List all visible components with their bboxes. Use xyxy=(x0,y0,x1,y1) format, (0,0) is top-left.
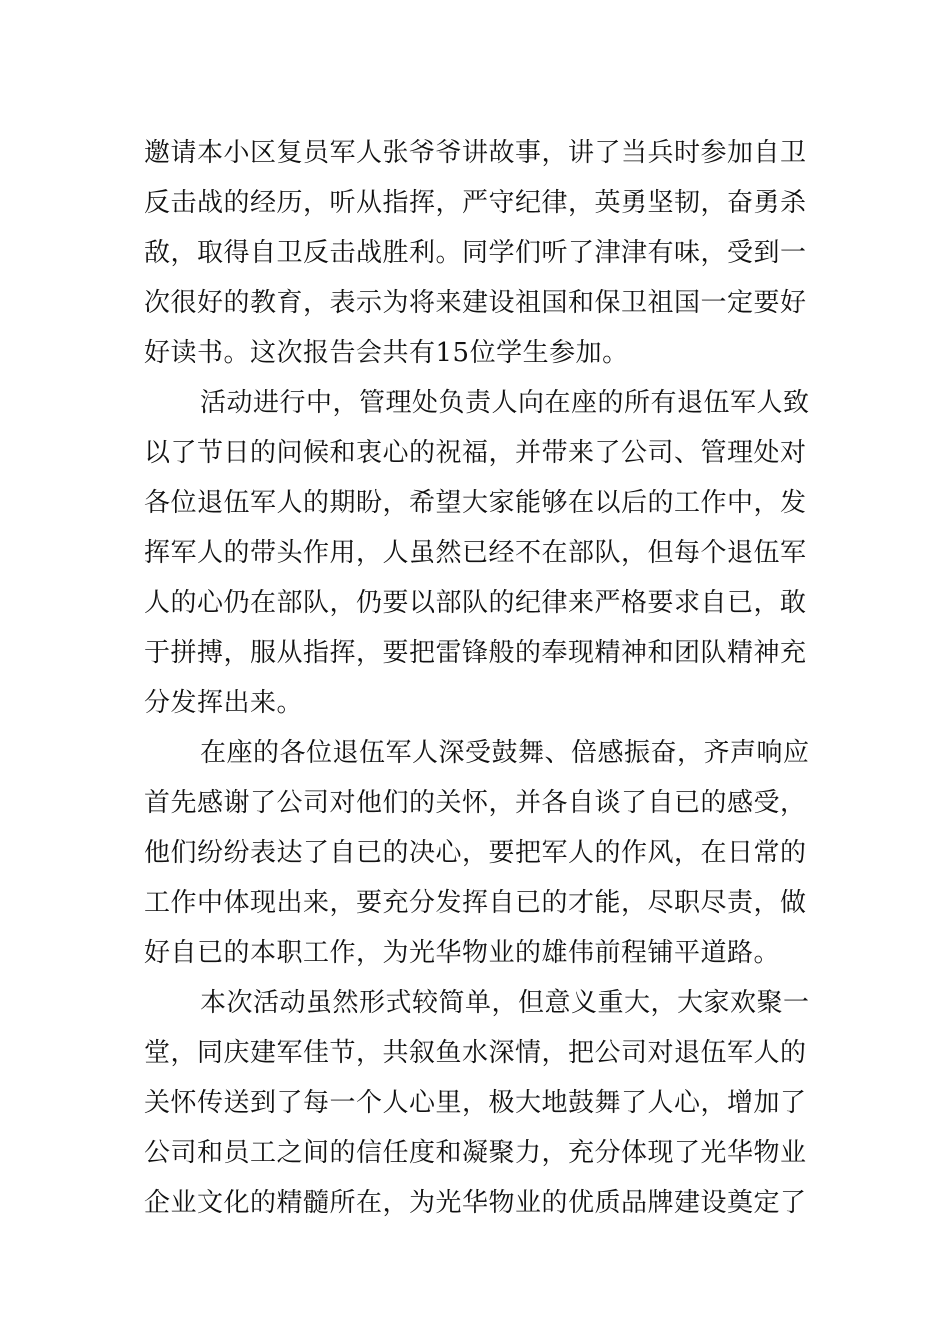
paragraph-2-line-7: 分发挥出来。 xyxy=(144,688,304,718)
paragraph-2-line-4: 挥军人的带头作用，人虽然已经不在部队，但每个退伍军 xyxy=(144,538,807,568)
paragraph-2-line-5: 人的心仍在部队，仍要以部队的纪律来严格要求自已，敢 xyxy=(144,588,807,618)
paragraph-4-line-1: 本次活动虽然形式较简单，但意义重大，大家欢聚一 xyxy=(200,988,810,1018)
paragraph-2-line-3: 各位退伍军人的期盼，希望大家能够在以后的工作中，发 xyxy=(144,488,807,518)
paragraph-4-line-5: 企业文化的精髓所在，为光华物业的优质品牌建设奠定了 xyxy=(144,1188,807,1218)
paragraph-2-line-2: 以了节日的问候和衷心的祝福，并带来了公司、管理处对 xyxy=(144,438,807,468)
paragraph-2-line-6: 于拼搏，服从指挥，要把雷锋般的奉现精神和团队精神充 xyxy=(144,638,807,668)
paragraph-1-line-5: 好读书。这次报告会共有15位学生参加。 xyxy=(144,338,629,368)
paragraph-4-line-3: 关怀传送到了每一个人心里，极大地鼓舞了人心，增加了 xyxy=(144,1088,807,1118)
paragraph-3-line-3: 他们纷纷表达了自已的决心，要把军人的作风，在日常的 xyxy=(144,838,807,868)
paragraph-1-line-3: 敌，取得自卫反击战胜利。同学们听了津津有味，受到一 xyxy=(144,238,807,268)
paragraph-1-line-4: 次很好的教育，表示为将来建设祖国和保卫祖国一定要好 xyxy=(144,288,807,318)
paragraph-3-line-2: 首先感谢了公司对他们的关怀，并各自谈了自已的感受， xyxy=(144,788,807,818)
paragraph-3-line-5: 好自已的本职工作，为光华物业的雄伟前程铺平道路。 xyxy=(144,938,781,968)
paragraph-3-line-4: 工作中体现出来，要充分发挥自已的才能，尽职尽责，做 xyxy=(144,888,807,918)
paragraph-1-line-1: 邀请本小区复员军人张爷爷讲故事，讲了当兵时参加自卫 xyxy=(144,138,807,168)
document-body xyxy=(144,128,808,1228)
paragraph-4-line-4: 公司和员工之间的信任度和凝聚力，充分体现了光华物业 xyxy=(144,1138,807,1168)
paragraph-3-line-1: 在座的各位退伍军人深受鼓舞、倍感振奋，齐声响应 xyxy=(200,738,810,768)
paragraph-4-line-2: 堂，同庆建军佳节，共叙鱼水深情，把公司对退伍军人的 xyxy=(144,1038,807,1068)
paragraph-2-line-1: 活动进行中，管理处负责人向在座的所有退伍军人致 xyxy=(200,388,810,418)
paragraph-1-line-2: 反击战的经历，听从指挥，严守纪律，英勇坚韧，奋勇杀 xyxy=(144,188,807,218)
